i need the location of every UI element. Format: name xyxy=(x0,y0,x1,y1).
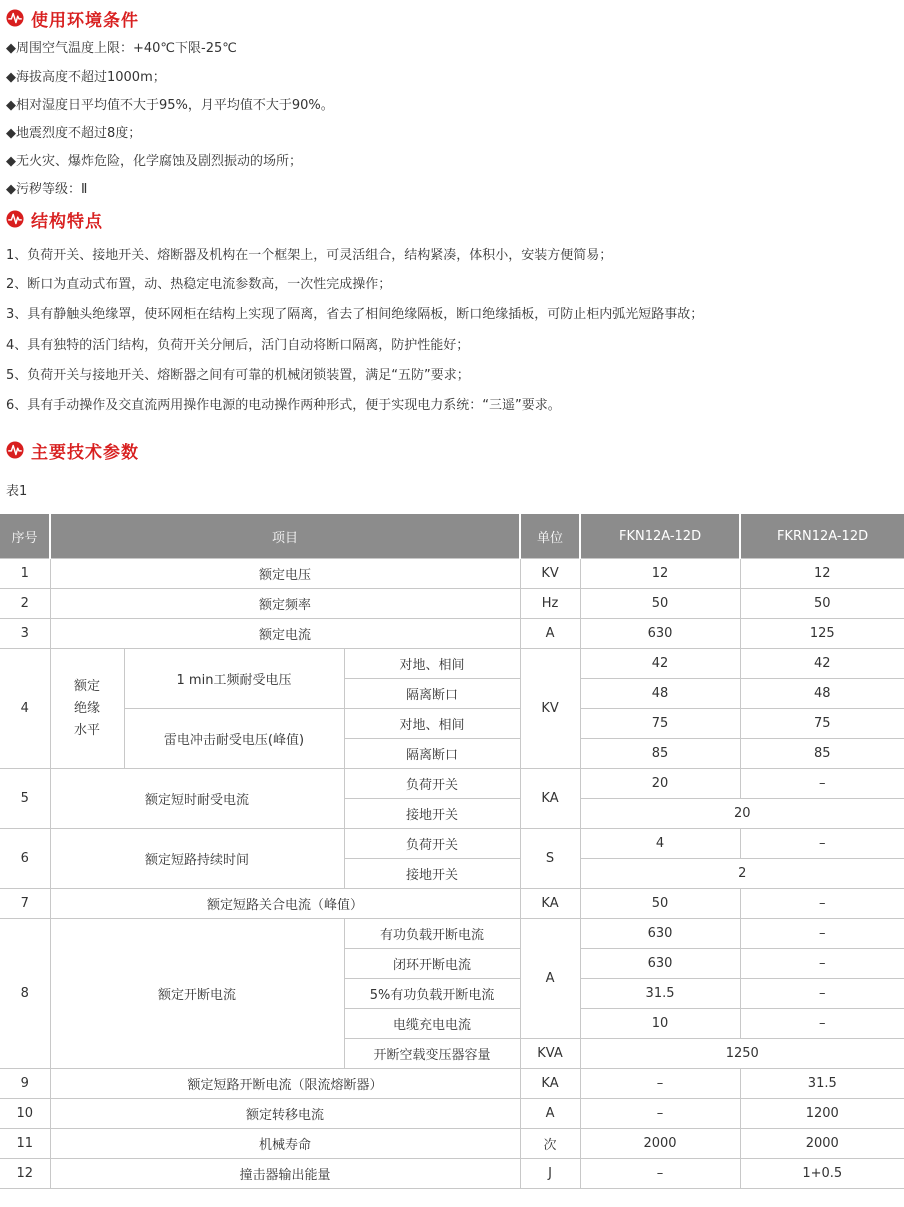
table-row xyxy=(0,589,904,619)
table-row xyxy=(0,709,904,739)
row-no: 1 xyxy=(0,559,50,589)
table-header-row xyxy=(0,514,904,559)
row-no: 7 xyxy=(0,889,50,919)
row-detail: 有功负载开断电流 xyxy=(344,919,520,949)
row-item: 额定短路开断电流（限流熔断器） xyxy=(50,1069,520,1099)
row-value-a: 4 xyxy=(580,829,740,859)
row-unit: J xyxy=(520,1159,580,1189)
section-title-params xyxy=(6,439,139,461)
row-value-a: – xyxy=(580,1099,740,1129)
row-value-a: 630 xyxy=(580,949,740,979)
row-value-b: 2000 xyxy=(740,1129,904,1159)
pulse-circle-icon xyxy=(6,210,24,228)
env-item: ◆周围空气温度上限：+40℃下限-25℃ xyxy=(6,41,237,56)
row-value-a: 2000 xyxy=(580,1129,740,1159)
row-no: 4 xyxy=(0,649,50,769)
row-unit: KVA xyxy=(520,1039,580,1069)
table-row xyxy=(0,1159,904,1189)
feature-item: 6、具有手动操作及交直流两用操作电源的电动操作两种形式，便于实现电力系统：“三遥”要求。 xyxy=(6,398,561,413)
row-value-merged: 20 xyxy=(580,799,904,829)
row-item: 额定短路持续时间 xyxy=(50,829,344,889)
row-value-a: 12 xyxy=(580,559,740,589)
row-item: 额定转移电流 xyxy=(50,1099,520,1129)
row-unit: A xyxy=(520,619,580,649)
feature-item: 3、具有静触头绝缘罩，使环网柜在结构上实现了隔离，省去了相间绝缘隔板，断口绝缘插板，可防止柜内弧光短路事故； xyxy=(6,307,704,322)
row-value-b: 48 xyxy=(740,679,904,709)
row-value-b: 31.5 xyxy=(740,1069,904,1099)
row-value-b: 12 xyxy=(740,559,904,589)
section-title-text: 使用环境条件 xyxy=(31,10,139,31)
feature-item: 4、具有独特的活门结构，负荷开关分闸后，活门自动将断口隔离，防护性能好； xyxy=(6,338,470,353)
row-detail: 开断空载变压器容量 xyxy=(344,1039,520,1069)
table-row xyxy=(0,649,904,679)
row-value-b: 1+0.5 xyxy=(740,1159,904,1189)
row-detail: 隔离断口 xyxy=(344,679,520,709)
row-value-b: – xyxy=(740,769,904,799)
header-model-a: FKN12A-12D xyxy=(580,514,740,559)
row-value-a: – xyxy=(580,1069,740,1099)
row-no: 6 xyxy=(0,829,50,889)
row-item: 额定电压 xyxy=(50,559,520,589)
table-row xyxy=(0,559,904,589)
insulation-level-label xyxy=(50,649,124,769)
row-unit: Hz xyxy=(520,589,580,619)
row-value-b: – xyxy=(740,919,904,949)
row-detail: 闭环开断电流 xyxy=(344,949,520,979)
table-caption: 表1 xyxy=(6,484,28,499)
row-no: 10 xyxy=(0,1099,50,1129)
row-value-a: 630 xyxy=(580,919,740,949)
table-row xyxy=(0,919,904,949)
table-row xyxy=(0,1129,904,1159)
pulse-circle-icon xyxy=(6,441,24,459)
row-no: 11 xyxy=(0,1129,50,1159)
row-detail: 接地开关 xyxy=(344,859,520,889)
table-row xyxy=(0,619,904,649)
section-title-features xyxy=(6,208,103,230)
feature-item: 2、断口为直动式布置，动、热稳定电流参数高，一次性完成操作； xyxy=(6,277,392,292)
table-row xyxy=(0,769,904,799)
row-detail: 5%有功负载开断电流 xyxy=(344,979,520,1009)
row-value-b: 42 xyxy=(740,649,904,679)
pulse-circle-icon xyxy=(6,9,24,27)
row-detail: 隔离断口 xyxy=(344,739,520,769)
header-item: 项目 xyxy=(50,514,520,559)
row-unit: KV xyxy=(520,559,580,589)
row-detail: 对地、相间 xyxy=(344,709,520,739)
row-value-a: 20 xyxy=(580,769,740,799)
row-value-a: 75 xyxy=(580,709,740,739)
row-item: 额定电流 xyxy=(50,619,520,649)
header-unit: 单位 xyxy=(520,514,580,559)
row-value-b: 85 xyxy=(740,739,904,769)
row-item: 额定频率 xyxy=(50,589,520,619)
row-value-a: 10 xyxy=(580,1009,740,1039)
env-item: ◆无火灾、爆炸危险，化学腐蚀及剧烈振动的场所； xyxy=(6,154,302,169)
row-value-b: – xyxy=(740,889,904,919)
row-value-b: – xyxy=(740,829,904,859)
env-item: ◆相对湿度日平均值不大于95%，月平均值不大于90%。 xyxy=(6,98,334,113)
row-value-a: 48 xyxy=(580,679,740,709)
row-value-b: 125 xyxy=(740,619,904,649)
row-value-b: 50 xyxy=(740,589,904,619)
row-detail: 对地、相间 xyxy=(344,649,520,679)
row-value-merged: 1250 xyxy=(580,1039,904,1069)
row-unit: KV xyxy=(520,649,580,769)
label-line: 额定 xyxy=(73,678,100,694)
row-value-a: 630 xyxy=(580,619,740,649)
table-row xyxy=(0,829,904,859)
row-no: 2 xyxy=(0,589,50,619)
row-value-a: 50 xyxy=(580,589,740,619)
row-no: 5 xyxy=(0,769,50,829)
row-value-a: – xyxy=(580,1159,740,1189)
feature-item: 5、负荷开关与接地开关、熔断器之间有可靠的机械闭锁装置，满足“五防”要求； xyxy=(6,368,470,383)
row-unit: KA xyxy=(520,769,580,829)
row-value-b: – xyxy=(740,949,904,979)
row-unit: KA xyxy=(520,1069,580,1099)
header-no: 序号 xyxy=(0,514,50,559)
section-title-env xyxy=(6,7,139,29)
row-unit: KA xyxy=(520,889,580,919)
row-unit: 次 xyxy=(520,1129,580,1159)
table-row xyxy=(0,889,904,919)
row-subitem: 雷电冲击耐受电压(峰值) xyxy=(124,709,344,769)
row-no: 3 xyxy=(0,619,50,649)
table-row xyxy=(0,1099,904,1129)
row-unit: A xyxy=(520,919,580,1039)
row-value-a: 85 xyxy=(580,739,740,769)
section-title-text: 主要技术参数 xyxy=(31,442,139,463)
spec-table xyxy=(0,514,904,1189)
row-value-b: – xyxy=(740,979,904,1009)
row-item: 机械寿命 xyxy=(50,1129,520,1159)
env-item: ◆污秽等级：Ⅱ xyxy=(6,182,88,197)
row-detail: 接地开关 xyxy=(344,799,520,829)
env-item: ◆海拔高度不超过1000m； xyxy=(6,70,166,85)
row-value-b: 1200 xyxy=(740,1099,904,1129)
row-value-merged: 2 xyxy=(580,859,904,889)
row-value-a: 50 xyxy=(580,889,740,919)
row-value-a: 31.5 xyxy=(580,979,740,1009)
row-item: 额定短路关合电流（峰值） xyxy=(50,889,520,919)
row-detail: 负荷开关 xyxy=(344,829,520,859)
row-item: 撞击器输出能量 xyxy=(50,1159,520,1189)
row-unit: S xyxy=(520,829,580,889)
row-item: 额定短时耐受电流 xyxy=(50,769,344,829)
env-item: ◆地震烈度不超过8度； xyxy=(6,126,142,141)
header-model-b: FKRN12A-12D xyxy=(740,514,904,559)
row-value-b: 75 xyxy=(740,709,904,739)
feature-item: 1、负荷开关、接地开关、熔断器及机构在一个框架上，可灵活组合，结构紧凑，体积小，安装方便简易； xyxy=(6,248,613,263)
label-line: 绝缘 xyxy=(73,700,100,716)
label-line: 水平 xyxy=(73,722,100,738)
section-title-text: 结构特点 xyxy=(31,211,103,232)
row-value-b: – xyxy=(740,1009,904,1039)
row-no: 9 xyxy=(0,1069,50,1099)
row-unit: A xyxy=(520,1099,580,1129)
row-no: 8 xyxy=(0,919,50,1069)
row-value-a: 42 xyxy=(580,649,740,679)
row-detail: 负荷开关 xyxy=(344,769,520,799)
table-row xyxy=(0,1069,904,1099)
row-item: 额定开断电流 xyxy=(50,919,344,1069)
row-no: 12 xyxy=(0,1159,50,1189)
row-subitem: 1 min工频耐受电压 xyxy=(124,649,344,709)
row-detail: 电缆充电电流 xyxy=(344,1009,520,1039)
